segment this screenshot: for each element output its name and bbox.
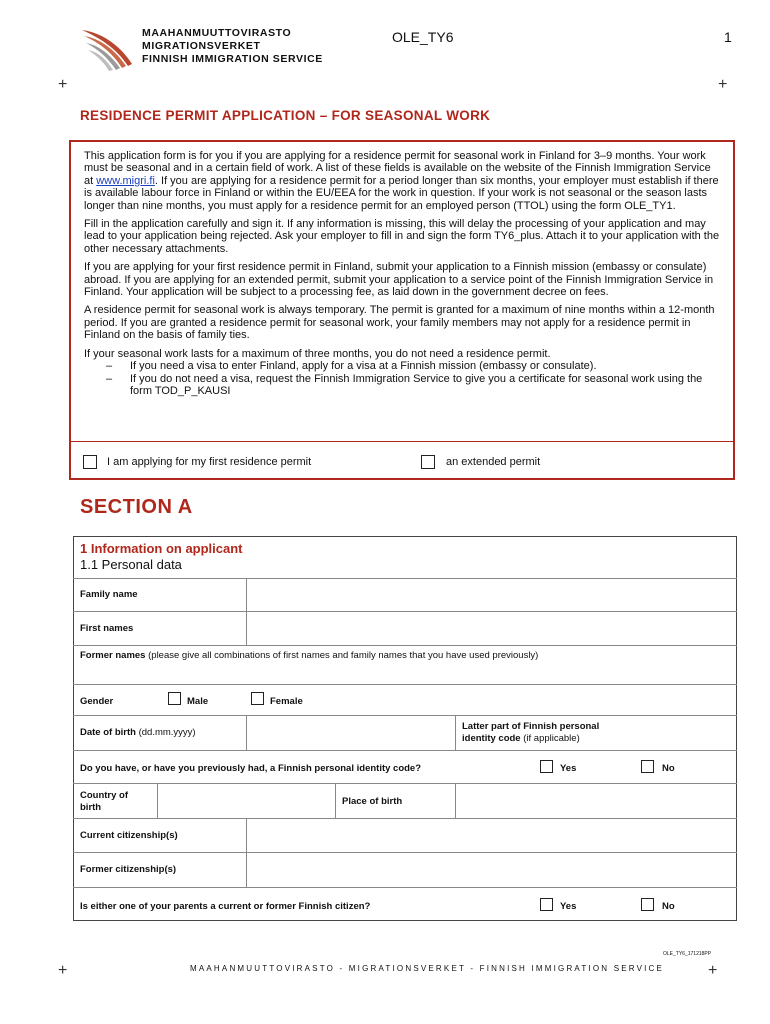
- former-names-input[interactable]: [74, 665, 736, 684]
- parents-citizen-yes-label: Yes: [560, 901, 577, 912]
- gender-female-checkbox[interactable]: [251, 692, 264, 705]
- intro-text: [84, 150, 720, 397]
- migri-link[interactable]: www.migri.fi: [96, 174, 155, 187]
- section-1-title: 1 Information on applicant: [80, 541, 243, 556]
- footer-form-code: OLE_TY6_171218PP: [663, 951, 712, 957]
- place-of-birth-label: Place of birth: [342, 796, 403, 807]
- list-dash: –: [106, 360, 113, 373]
- place-of-birth-input[interactable]: [456, 784, 736, 818]
- section-a-heading: SECTION A: [80, 496, 193, 518]
- intro-divider: [71, 441, 733, 442]
- crop-mark-top-left: +: [58, 76, 68, 93]
- finnish-id-yes-checkbox[interactable]: [540, 760, 553, 773]
- visa-list: [84, 360, 720, 397]
- country-of-birth-line1: Country of: [80, 790, 129, 801]
- country-of-birth-line2: birth: [80, 802, 102, 813]
- finnish-id-no-checkbox[interactable]: [641, 760, 654, 773]
- list-dash: –: [106, 372, 113, 385]
- finnish-id-no-label: No: [662, 763, 675, 774]
- intro-paragraph-5: If your seasonal work lasts for a maximum of three months, you do not need a residence permit.: [84, 347, 551, 360]
- country-of-birth-label: [80, 790, 128, 814]
- current-citizenship-input[interactable]: [247, 819, 736, 852]
- row-divider: [73, 684, 737, 685]
- column-divider: [455, 715, 456, 750]
- footer-agencies: MAAHANMUUTTOVIRASTO - MIGRATIONSVERKET - FINNISH IMMIGRATION SERVICE: [190, 964, 665, 973]
- former-citizenship-input[interactable]: [247, 853, 736, 887]
- intro-paragraph-2: Fill in the application carefully and sign it. If any information is missing, this will delay the processing of your application and may lead to your application being rejected. Ask your employer to fill in and sign the form TY6_plus. Attach it to your application with the other necessary attachments.: [84, 218, 720, 255]
- latter-id-bold: identity code: [462, 733, 521, 744]
- extended-permit-checkbox[interactable]: [421, 455, 435, 469]
- latter-id-line1: Latter part of Finnish personal: [462, 721, 600, 732]
- parents-citizen-no-checkbox[interactable]: [641, 898, 654, 911]
- intro-p1-start: This application form is for you if you are applying for a residence permit for seasonal work in Finland for 3–9 months. Your work must be seasonal and in a certain field of work. A list of these fields is available on the website of the Finnish Immigration Service at: [84, 150, 711, 187]
- family-name-input[interactable]: [247, 579, 736, 611]
- gender-label: Gender: [80, 696, 114, 707]
- former-citizenship-label: Former citizenship(s): [80, 864, 177, 875]
- latter-id-note: (if applicable): [520, 733, 580, 744]
- list-item: [84, 373, 720, 398]
- intro-paragraph-3: If you are applying for your first residence permit in Finland, submit your application to a Finnish mission (embassy or consulate) abroad. If you are applying for an extended permit, submit your application to a service point of the Finnish Immigration Service in Finland. Your application will be subject to a processing fee, as laid down in the government decree on fees.: [84, 261, 714, 299]
- first-permit-checkbox[interactable]: [83, 455, 97, 469]
- logo-line-english: FINNISH IMMIGRATION SERVICE: [142, 53, 323, 65]
- family-name-label: Family name: [80, 589, 138, 600]
- row-divider: [73, 645, 737, 646]
- parents-citizen-yes-checkbox[interactable]: [540, 898, 553, 911]
- row-divider: [73, 750, 737, 751]
- intro-paragraph-4: A residence permit for seasonal work is always temporary. The permit is granted for a maximum of nine months within a 12-month period. If you are granted a residence permit for seasonal work, your family members may not apply for a residence permit in Finland on the basis of family ties.: [84, 304, 715, 342]
- first-permit-label: I am applying for my first residence permit: [107, 456, 312, 468]
- first-names-input[interactable]: [247, 612, 736, 645]
- former-names-bold: Former names: [80, 650, 146, 661]
- intro-paragraph-1: [84, 150, 720, 212]
- list-item-text: If you do not need a visa, request the Finnish Immigration Service to give you a certificate for seasonal work using the form TOD_P_KAUSI: [130, 372, 703, 397]
- finnish-id-question: Do you have, or have you previously had, a Finnish personal identity code?: [80, 763, 422, 774]
- parents-citizen-no-label: No: [662, 901, 675, 912]
- intro-p1-end: . If you are applying for a residence permit for a period longer than six months, your employer must establish if there is available labour force in Finland or within the EU/EEA for the work in question. If your work is not seasonal or the season lasts longer than nine months, you must apply for a residence permit for an employed person (TTOL) using the form OLE_TY1.: [84, 174, 719, 212]
- list-item: [84, 360, 720, 372]
- finnish-id-latter-label: [462, 721, 599, 745]
- former-names-note: (please give all combinations of first names and family names that you have used previously): [145, 650, 539, 661]
- gender-male-checkbox[interactable]: [168, 692, 181, 705]
- logo-text: [142, 27, 323, 66]
- page-number: 1: [724, 29, 732, 45]
- date-of-birth-input[interactable]: [247, 716, 455, 750]
- logo-line-finnish: MAAHANMUUTTOVIRASTO: [142, 27, 292, 39]
- dob-note: (dd.mm.yyyy): [135, 727, 196, 738]
- crop-mark-top-right: +: [718, 76, 728, 93]
- logo-line-swedish: MIGRATIONSVERKET: [142, 40, 261, 52]
- finnish-id-yes-label: Yes: [560, 763, 577, 774]
- form-code: OLE_TY6: [392, 29, 454, 45]
- current-citizenship-label: Current citizenship(s): [80, 830, 178, 841]
- page-title: RESIDENCE PERMIT APPLICATION – FOR SEASONAL WORK: [80, 108, 491, 123]
- wing-logo-icon: [80, 26, 136, 72]
- crop-mark-bottom-left: +: [58, 962, 68, 979]
- row-divider: [73, 887, 737, 888]
- dob-bold: Date of birth: [80, 727, 136, 738]
- crop-mark-bottom-right: +: [708, 962, 718, 979]
- male-label: Male: [187, 696, 209, 707]
- subsection-1-1: 1.1 Personal data: [80, 557, 182, 572]
- first-names-label: First names: [80, 623, 134, 634]
- extended-permit-label: an extended permit: [446, 456, 541, 468]
- list-item-text: If you need a visa to enter Finland, apply for a visa at a Finnish mission (embassy or consulate).: [130, 360, 597, 373]
- female-label: Female: [270, 696, 303, 707]
- column-divider: [335, 783, 336, 818]
- former-names-label: [80, 650, 538, 661]
- country-of-birth-input[interactable]: [158, 784, 335, 818]
- parents-citizen-question: Is either one of your parents a current or former Finnish citizen?: [80, 901, 371, 912]
- date-of-birth-label: [80, 727, 196, 738]
